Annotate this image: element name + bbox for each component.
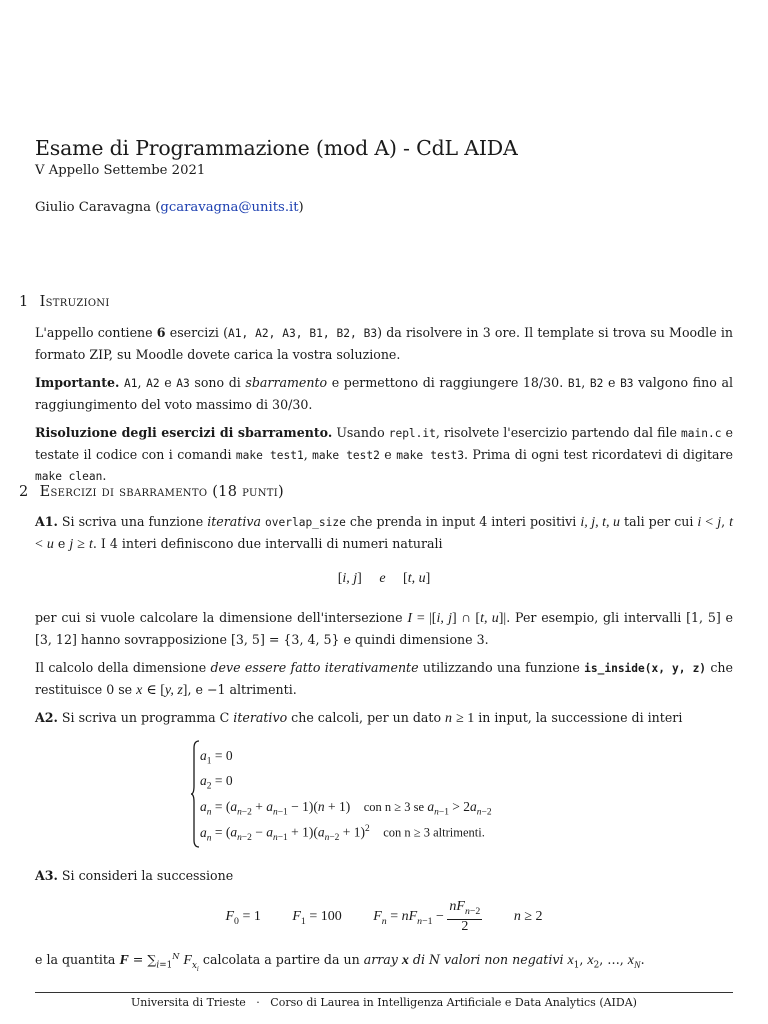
document-title: Esame di Programmazione (mod A) - CdL AIDA: [35, 136, 518, 160]
author-email-link[interactable]: gcaravagna@units.it: [160, 200, 299, 215]
author-name: Giulio Caravagna: [35, 200, 152, 215]
section-heading-sbarramento: [19, 484, 284, 500]
paragraph-appello: L'appello contiene 6 esercizi (A1, A2, A3, B1, B2, B3) da risolvere in 3 ore. Il template si trova su Moodle in formato ZIP, su Moodle dovete carica la vostra soluzione.: [35, 325, 733, 362]
equation-a1: $a_1 = 0$: [200, 748, 233, 767]
equation-an-case1: $a_n = (a_{n-2} + a_{n-1} - 1)(n + 1)$ con n ≥ 3 se $a_{n-1} > 2a_{n-2}$: [200, 799, 492, 818]
fibonacci-like-definition: $F_0 = 1$ $F_1 = 100$ $F_n = nF_{n-1}$ − $nF_{n-2}$ 2 n ≥ 2: [225, 899, 543, 934]
footer-separator: ·: [256, 996, 260, 1009]
paragraph-importante: Importante. A1, A2 e A3 sono di sbarramento e permettono di raggiungere 18/30. B1, B2 e B3 valgono fino al raggiungimento del voto massimo di 30/30.: [35, 375, 733, 412]
exercise-a3-quantity: e la quantita $F = \sum_{i=1}^N$ $F_{x_i}$ calcolata a partire da un array x di N valori non negativi $x_1$, $x_2$, …, $x_N$.: [35, 951, 645, 973]
exercise-a1-intro: A1. Si scriva una funzione iterativa overlap_size che prenda in input 4 interi positivi i, j, t, u tali per cui i < j, t < u e j ≥ t. I 4 interi definiscono due intervalli di numeri naturali: [35, 514, 734, 552]
section-title: Esercizi di sbarramento (18 punti): [39, 484, 284, 500]
exercise-a2-intro: A2. Si scriva un programma C iterativo che calcoli, per un dato n ≥ 1 in input, la successione di interi: [35, 710, 683, 726]
interval-display: [i, j] e [t, u]: [337, 571, 431, 586]
exercise-a1-intersection: per cui si vuole calcolare la dimensione dell'intersezione I = |[i, j] ∩ [t, u]|. Per esempio, gli intervalli [1, 5] e [3, 12] hanno sovrapposizione [3, 5] = {3, 4, 5} e quindi dimensione 3.: [35, 610, 733, 647]
section-heading-istruzioni: [19, 294, 110, 310]
footer-university: Universita di Trieste: [131, 996, 246, 1009]
page-footer: [0, 996, 768, 1009]
footer-rule: [35, 992, 733, 993]
document-subtitle: V Appello Settembe 2021: [35, 163, 206, 178]
author-line: Giulio Caravagna (gcaravagna@units.it): [35, 200, 304, 215]
exercise-a1-iterative: Il calcolo della dimensione deve essere fatto iterativamente utilizzando una funzione is_inside(x, y, z) che restituisce 0 se x ∈ [y, z], e −1 altrimenti.: [35, 660, 733, 698]
section-number: 1: [19, 294, 29, 310]
section-number: 2: [19, 484, 29, 500]
left-brace-icon: [190, 740, 200, 848]
equation-a2: $a_2 = 0$: [200, 773, 233, 792]
section-title: Istruzioni: [39, 294, 110, 310]
exercise-a3-intro: A3. Si consideri la successione: [35, 868, 234, 883]
equation-an-case2: $a_n = (a_{n-2} - a_{n-1} + 1)(a_{n-2} + 1)^2$ con n ≥ 3 altrimenti.: [200, 824, 485, 844]
footer-course: Corso di Laurea in Intelligenza Artificiale e Data Analytics (AIDA): [270, 996, 637, 1009]
paragraph-risoluzione: Risoluzione degli esercizi di sbarramento. Usando repl.it, risolvete l'esercizio partendo dal file main.c e testate il codice con i comandi make test1, make test2 e make test3. Prima di ogni test ricordatevi di digitare make clean.: [35, 425, 734, 483]
